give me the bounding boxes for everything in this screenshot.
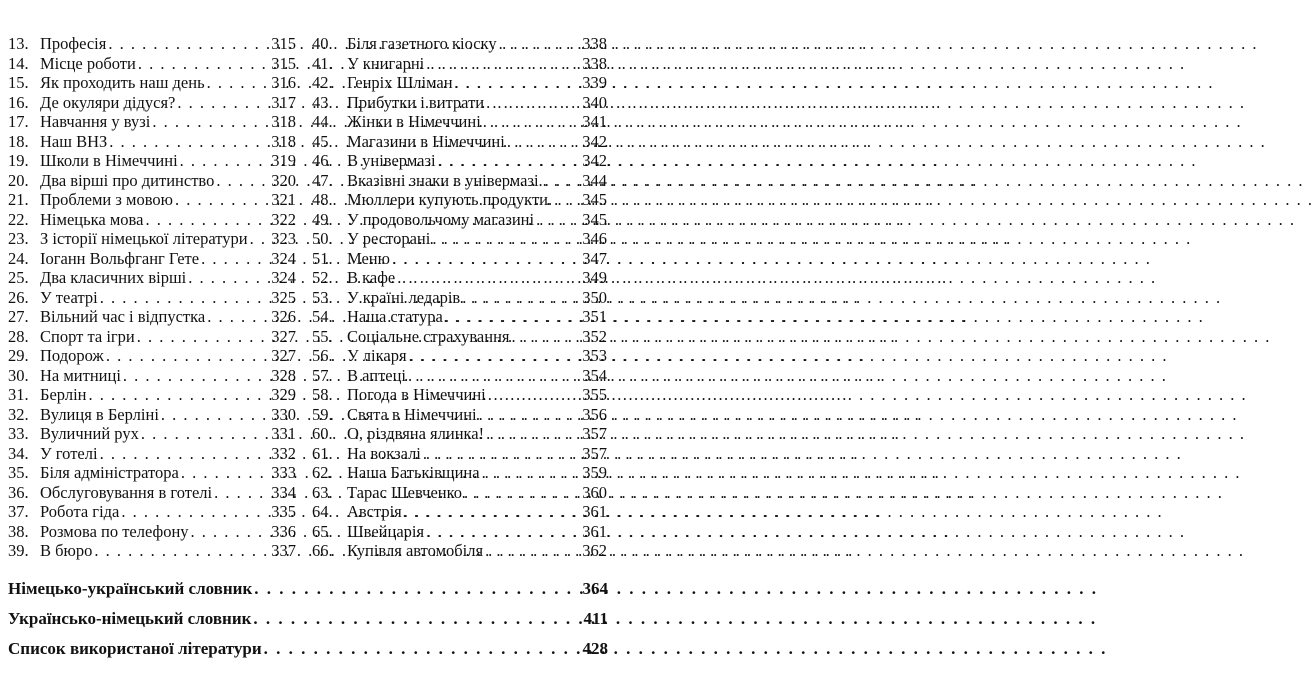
section-page: 428 <box>582 639 608 658</box>
entry-page: 359 <box>582 463 607 482</box>
entry-title: Меню <box>347 248 390 268</box>
entry-page: 350 <box>582 287 607 307</box>
dot-leader <box>123 366 269 386</box>
entry-title: Біля адміністратора <box>40 463 179 482</box>
toc-section-entry <box>8 634 608 664</box>
dot-leader <box>145 210 269 230</box>
dot-leader <box>214 483 269 503</box>
entry-number: 49. <box>312 209 333 229</box>
dot-leader <box>432 229 580 249</box>
entry-page: 344 <box>582 170 607 190</box>
toc-entry <box>8 502 296 522</box>
dot-leader <box>512 327 581 347</box>
dot-leader <box>100 288 270 308</box>
entry-title: Вказівні знаки в універмазі. <box>347 170 543 190</box>
toc-section-entry <box>8 574 608 604</box>
entry-title: У лікаря <box>347 346 407 365</box>
section-title: Список використаної літератури <box>8 639 262 658</box>
entry-page: 338 <box>582 34 607 53</box>
entry-title: Два вірші про дитинство <box>40 170 215 190</box>
toc-entry <box>312 249 607 269</box>
entry-number: 63. <box>312 482 333 502</box>
dot-leader <box>181 463 269 483</box>
dot-leader <box>138 54 269 74</box>
entry-page: 322 <box>271 209 296 229</box>
dot-leader <box>404 502 580 522</box>
toc-entry <box>312 288 607 308</box>
dot-leader <box>207 73 270 93</box>
entry-number: 17. <box>8 112 29 131</box>
dot-leader <box>499 34 581 54</box>
entry-page: 329 <box>271 385 296 404</box>
dot-leader <box>175 190 269 210</box>
toc-entry <box>8 132 296 152</box>
entry-page: 353 <box>582 346 607 365</box>
entry-number: 43. <box>312 92 333 112</box>
entry-title: На митниці <box>40 365 121 385</box>
entry-title: Професія <box>40 34 107 53</box>
toc-entry <box>8 171 296 191</box>
dot-leader <box>152 112 269 132</box>
entry-page: 323 <box>271 229 296 248</box>
entry-number: 46. <box>312 151 333 170</box>
entry-page: 331 <box>271 424 296 443</box>
toc-left-column <box>8 34 296 561</box>
toc-entry <box>312 502 607 522</box>
dot-leader <box>485 541 580 561</box>
entry-page: 318 <box>271 131 296 151</box>
entry-title: У країні ледарів <box>347 287 461 307</box>
toc-entry <box>8 327 296 347</box>
dot-leader <box>536 210 580 230</box>
toc-entry <box>312 34 607 54</box>
toc-section-entry <box>8 604 608 634</box>
entry-number: 40. <box>312 34 333 53</box>
entry-number: 57. <box>312 365 333 385</box>
toc-entry <box>312 366 607 386</box>
entry-page: 345 <box>582 209 607 229</box>
dot-leader <box>141 424 269 444</box>
toc-entry <box>312 151 607 171</box>
dot-leader <box>254 574 580 604</box>
entry-title: Школи в Німеччині <box>40 151 178 170</box>
entry-number: 27. <box>8 307 29 326</box>
toc-sections <box>8 574 608 664</box>
entry-number: 66. <box>312 541 333 560</box>
toc-entry <box>8 405 296 425</box>
entry-number: 31. <box>8 385 29 404</box>
entry-title: Місце роботи <box>40 53 136 73</box>
entry-page: 336 <box>271 521 296 541</box>
entry-number: 29. <box>8 346 29 365</box>
toc-entry <box>8 483 296 503</box>
entry-number: 34. <box>8 443 29 463</box>
entry-page: 319 <box>271 151 296 170</box>
entry-number: 48. <box>312 190 333 209</box>
entry-page: 342 <box>582 151 607 170</box>
dot-leader <box>100 444 270 464</box>
entry-title: В бюро <box>40 541 93 560</box>
toc-entry <box>312 93 607 113</box>
dot-leader <box>483 112 580 132</box>
entry-page: 320 <box>271 170 296 190</box>
toc-entry <box>312 171 607 191</box>
toc-entry <box>8 54 296 74</box>
entry-number: 13. <box>8 34 29 53</box>
entry-number: 15. <box>8 73 29 92</box>
entry-title: Купівля автомобіля <box>347 541 484 560</box>
entry-page: 339 <box>582 73 607 92</box>
entry-title: В універмазі <box>347 151 436 170</box>
entry-number: 32. <box>8 404 29 424</box>
entry-number: 20. <box>8 170 29 190</box>
toc-entry <box>312 327 607 347</box>
entry-page: 340 <box>582 92 607 112</box>
entry-number: 16. <box>8 92 29 112</box>
toc-entry <box>312 483 607 503</box>
entry-number: 33. <box>8 424 29 443</box>
dot-leader <box>438 151 581 171</box>
toc-entry <box>312 405 607 425</box>
entry-page: 361 <box>582 521 607 541</box>
entry-title: Жінки в Німеччині <box>347 112 481 131</box>
dot-leader <box>201 249 269 269</box>
toc-entry <box>8 249 296 269</box>
toc-entry <box>312 132 607 152</box>
dot-leader <box>397 268 580 288</box>
dot-leader <box>88 385 269 405</box>
toc-entry <box>8 385 296 405</box>
entry-page: 321 <box>271 190 296 209</box>
entry-number: 50. <box>312 229 333 248</box>
entry-page: 317 <box>271 92 296 112</box>
entry-page: 356 <box>582 404 607 424</box>
entry-page: 324 <box>271 268 296 287</box>
dot-leader <box>109 132 269 152</box>
entry-page: 351 <box>582 307 607 326</box>
entry-title: У готелі <box>40 443 98 463</box>
entry-title: Берлін <box>40 385 87 404</box>
toc-entry <box>8 73 296 93</box>
toc-entry <box>8 307 296 327</box>
entry-title: Погода в Німеччині <box>347 385 486 404</box>
entry-number: 44. <box>312 112 333 131</box>
entry-number: 21. <box>8 190 29 209</box>
entry-title: Робота гіда <box>40 502 120 521</box>
entry-page: 333 <box>271 463 296 482</box>
dot-leader <box>216 171 269 191</box>
entry-title: У продовольчому магазині <box>347 209 535 229</box>
entry-title: Соціальне страхування <box>347 326 510 346</box>
toc-entry <box>312 210 607 230</box>
toc-entry <box>312 307 607 327</box>
entry-page: 342 <box>582 131 607 151</box>
dot-leader <box>545 171 581 191</box>
entry-title: Вуличний рух <box>40 424 139 443</box>
entry-number: 56. <box>312 346 333 365</box>
dot-leader <box>392 249 580 269</box>
entry-number: 41. <box>312 53 333 73</box>
section-page: 364 <box>582 579 608 598</box>
dot-leader <box>482 463 581 483</box>
toc-entry <box>8 424 296 444</box>
toc-entry <box>8 522 296 542</box>
toc-entry <box>312 444 607 464</box>
entry-number: 62. <box>312 463 333 482</box>
toc-entry <box>312 424 607 444</box>
entry-page: 335 <box>271 502 296 521</box>
entry-number: 19. <box>8 151 29 170</box>
dot-leader <box>479 405 581 425</box>
toc-entry <box>8 151 296 171</box>
entry-page: 362 <box>582 541 607 560</box>
dot-leader <box>426 522 580 542</box>
entry-number: 30. <box>8 365 29 385</box>
entry-number: 53. <box>312 287 333 307</box>
toc-entry <box>8 112 296 132</box>
dot-leader <box>426 54 580 74</box>
dot-leader <box>191 522 270 542</box>
entry-number: 47. <box>312 170 333 190</box>
toc-entry <box>8 93 296 113</box>
toc-entry <box>312 112 607 132</box>
entry-title: Як проходить наш день <box>40 73 205 92</box>
entry-title: Наша Батьківщина <box>347 463 480 482</box>
entry-number: 38. <box>8 521 29 541</box>
entry-page: 357 <box>582 443 607 463</box>
entry-title: З історії німецької літератури <box>40 229 248 248</box>
entry-page: 316 <box>271 73 296 92</box>
entry-title: У ресторані <box>347 229 431 248</box>
entry-page: 361 <box>582 502 607 521</box>
dot-leader <box>408 366 580 386</box>
entry-title: Генріх Шліман <box>347 73 453 92</box>
entry-number: 14. <box>8 53 29 73</box>
entry-number: 64. <box>312 502 333 521</box>
entry-title: Тарас Шевченко <box>347 482 463 502</box>
toc-entry <box>8 444 296 464</box>
entry-page: 324 <box>271 248 296 268</box>
toc-entry <box>312 385 607 405</box>
entry-number: 35. <box>8 463 29 482</box>
entry-title: Австрія <box>347 502 402 521</box>
entry-page: 318 <box>271 112 296 131</box>
entry-title: Німецька мова <box>40 209 144 229</box>
dot-leader <box>108 34 269 54</box>
toc-entry <box>312 268 607 288</box>
entry-title: Навчання у вузі <box>40 112 151 131</box>
entry-title: Спорт та ігри <box>40 326 135 346</box>
toc-entry <box>8 268 296 288</box>
dot-leader <box>445 307 580 327</box>
entry-title: Вулиця в Берліні <box>40 404 159 424</box>
dot-leader <box>464 483 580 503</box>
entry-page: 330 <box>271 404 296 424</box>
entry-number: 28. <box>8 326 29 346</box>
entry-title: Обслуговування в готелі <box>40 482 213 502</box>
entry-title: У книгарні <box>347 53 425 73</box>
entry-number: 25. <box>8 268 29 287</box>
toc-entry <box>8 190 296 210</box>
entry-title: Наш ВНЗ <box>40 131 108 151</box>
entry-title: Наша статура <box>347 307 443 326</box>
entry-page: 354 <box>582 365 607 385</box>
entry-number: 42. <box>312 73 333 92</box>
entry-page: 327 <box>271 346 296 365</box>
dot-leader <box>554 190 580 210</box>
dot-leader <box>177 93 269 113</box>
entry-number: 45. <box>312 131 333 151</box>
entry-page: 357 <box>582 424 607 443</box>
entry-page: 332 <box>271 443 296 463</box>
dot-leader <box>423 444 580 464</box>
entry-number: 52. <box>312 268 333 287</box>
toc-entry <box>312 73 607 93</box>
dot-leader <box>250 229 270 249</box>
entry-title: Розмова по телефону <box>40 521 189 541</box>
dot-leader <box>486 93 580 113</box>
entry-title: Магазини в Німеччині <box>347 131 505 151</box>
toc-entry <box>312 229 607 249</box>
entry-page: 315 <box>271 53 296 73</box>
entry-page: 355 <box>582 385 607 404</box>
entry-title: Два класичних вірші <box>40 268 187 287</box>
entry-title: Де окуляри дідуся? <box>40 92 176 112</box>
toc-page <box>0 0 619 700</box>
entry-number: 36. <box>8 482 29 502</box>
entry-number: 54. <box>312 307 333 326</box>
toc-entry <box>312 463 607 483</box>
entry-title: Іоганн Вольфганг Гете <box>40 248 200 268</box>
dot-leader <box>137 327 270 347</box>
entry-title: На вокзалі <box>347 443 421 463</box>
dot-leader <box>188 268 269 288</box>
entry-number: 22. <box>8 209 29 229</box>
entry-title: Подорож <box>40 346 104 365</box>
toc-entry <box>8 288 296 308</box>
dot-leader <box>455 73 581 93</box>
entry-number: 59. <box>312 404 333 424</box>
entry-title: Вільний час і відпустка <box>40 307 206 326</box>
entry-page: 337 <box>271 541 296 560</box>
entry-number: 58. <box>312 385 333 404</box>
entry-title: Мюллери купують продукти. <box>347 190 553 209</box>
toc-entry <box>8 229 296 249</box>
entry-title: У театрі <box>40 287 98 307</box>
dot-leader <box>507 132 580 152</box>
entry-title: В кафе <box>347 268 396 287</box>
entry-page: 360 <box>582 482 607 502</box>
entry-number: 60. <box>312 424 333 443</box>
entry-title: О, різдвяна ялинка! <box>347 424 485 443</box>
entry-page: 327 <box>271 326 296 346</box>
entry-page: 338 <box>582 53 607 73</box>
section-title: Німецько-український словник <box>8 579 253 598</box>
dot-leader <box>264 634 581 664</box>
section-title: Українсько-німецький словник <box>8 609 252 628</box>
entry-title: Швейцарія <box>347 521 425 541</box>
toc-entry <box>8 541 296 561</box>
entry-title: Прибутки і витрати <box>347 92 485 112</box>
toc-entry <box>8 346 296 366</box>
dot-leader <box>486 424 580 444</box>
entry-title: Біля газетного кіоску <box>347 34 497 53</box>
entry-number: 37. <box>8 502 29 521</box>
section-page: 411 <box>583 609 608 628</box>
entry-page: 315 <box>271 34 296 53</box>
dot-leader <box>121 502 269 522</box>
toc-entry <box>312 541 607 561</box>
entry-title: В аптеці <box>347 365 407 385</box>
toc-entry <box>8 366 296 386</box>
toc-entry <box>8 210 296 230</box>
entry-number: 51. <box>312 248 333 268</box>
dot-leader <box>161 405 269 425</box>
entry-page: 341 <box>582 112 607 131</box>
toc-right-column <box>312 34 607 561</box>
entry-number: 61. <box>312 443 333 463</box>
entry-number: 23. <box>8 229 29 248</box>
dot-leader <box>180 151 270 171</box>
dot-leader <box>462 288 580 308</box>
entry-page: 347 <box>582 248 607 268</box>
dot-leader <box>106 346 269 366</box>
entry-title: Проблеми з мовою <box>40 190 173 209</box>
entry-page: 346 <box>582 229 607 248</box>
toc-entry <box>312 54 607 74</box>
dot-leader <box>207 307 269 327</box>
entry-page: 326 <box>271 307 296 326</box>
entry-page: 349 <box>582 268 607 287</box>
entry-page: 352 <box>582 326 607 346</box>
toc-entry <box>312 346 607 366</box>
toc-entry <box>8 463 296 483</box>
toc-entry <box>312 522 607 542</box>
entry-title: Свята в Німеччині <box>347 404 477 424</box>
dot-leader <box>409 346 581 366</box>
toc-entry <box>312 190 607 210</box>
dot-leader <box>488 385 580 405</box>
entry-number: 55. <box>312 326 333 346</box>
entry-number: 24. <box>8 248 29 268</box>
dot-leader <box>253 604 581 634</box>
entry-page: 345 <box>582 190 607 209</box>
entry-number: 39. <box>8 541 29 560</box>
entry-number: 65. <box>312 521 333 541</box>
toc-entry <box>8 34 296 54</box>
entry-page: 328 <box>271 365 296 385</box>
entry-number: 26. <box>8 287 29 307</box>
dot-leader <box>94 541 269 561</box>
entry-number: 18. <box>8 131 29 151</box>
entry-page: 325 <box>271 287 296 307</box>
entry-page: 334 <box>271 482 296 502</box>
